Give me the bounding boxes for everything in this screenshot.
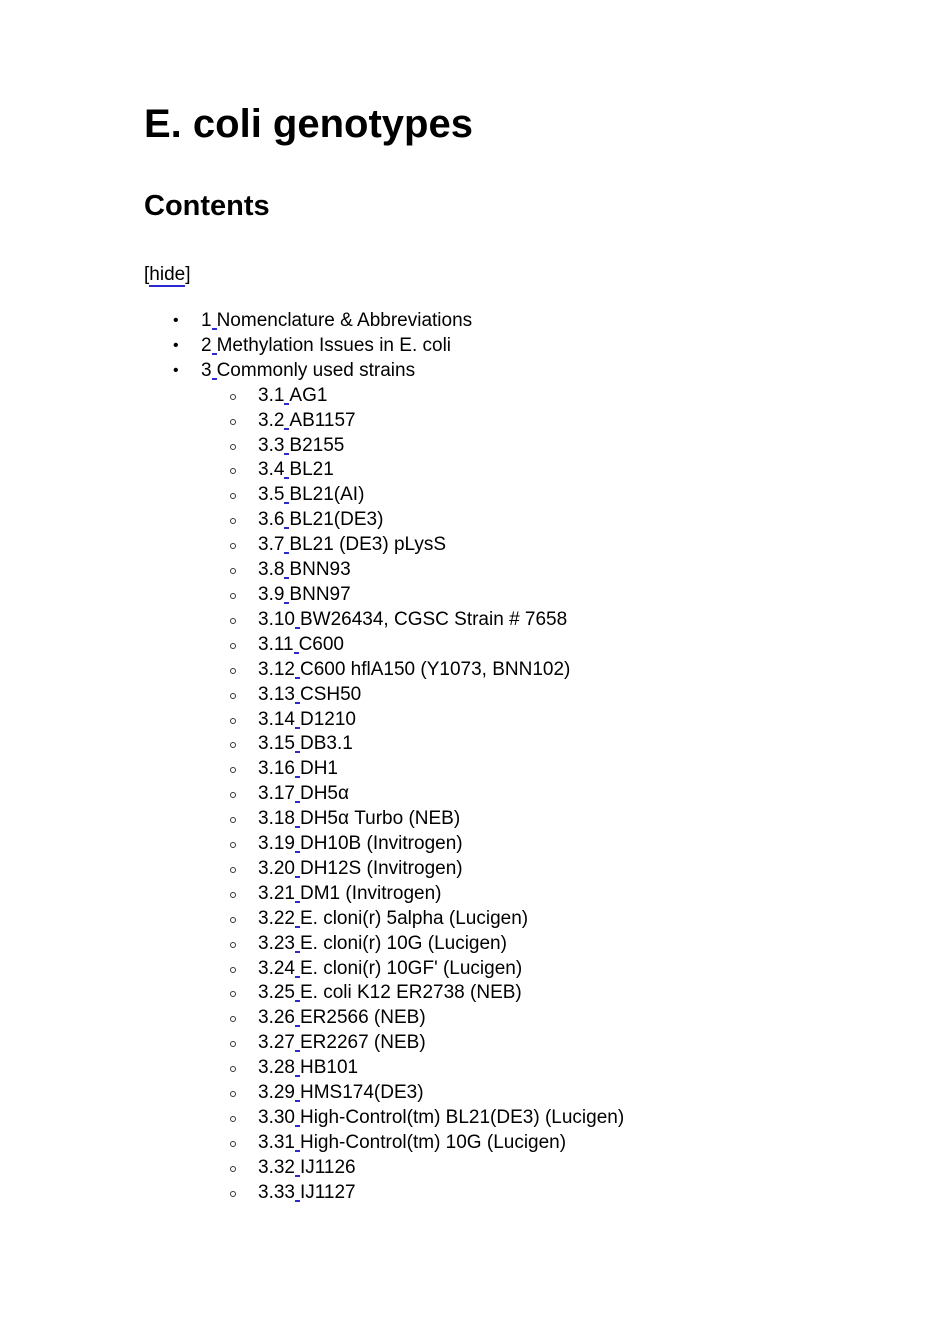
toc-subitem[interactable] <box>144 508 624 533</box>
toc-subitem[interactable] <box>144 882 624 907</box>
toc-subitem[interactable] <box>144 907 624 932</box>
toc-subitem[interactable] <box>144 583 624 608</box>
toc-subitem-label[interactable]: BW26434, CGSC Strain # 7658 <box>299 608 568 630</box>
toc-subitem[interactable] <box>144 483 624 508</box>
circle-bullet-icon <box>230 1066 236 1072</box>
toc-subitem[interactable] <box>144 1156 624 1181</box>
circle-bullet-icon <box>230 643 236 649</box>
toc-subitem-label[interactable]: B2155 <box>289 434 345 456</box>
toc-subitem-number: 3.14 <box>258 709 300 730</box>
toc-subitem[interactable] <box>144 1181 624 1206</box>
toc-subitem-number: 3.16 <box>258 758 300 779</box>
circle-bullet-icon <box>230 394 236 400</box>
toc-item-label[interactable]: Commonly used strains <box>216 359 416 381</box>
toc-subitem[interactable] <box>144 658 624 683</box>
toc-subitem-label[interactable]: E. cloni(r) 5alpha (Lucigen) <box>299 907 529 929</box>
toc-subitem[interactable] <box>144 558 624 583</box>
toc-subitem[interactable] <box>144 832 624 857</box>
circle-bullet-icon <box>230 468 236 474</box>
bullet-icon: • <box>173 336 179 354</box>
circle-bullet-icon <box>230 917 236 923</box>
circle-bullet-icon <box>230 693 236 699</box>
toc-subitem-label[interactable]: D1210 <box>299 708 356 730</box>
toc-subitem-number: 3.6 <box>258 509 289 530</box>
circle-bullet-icon <box>230 1166 236 1172</box>
toc-subitem-number: 3.20 <box>258 858 300 879</box>
circle-bullet-icon <box>230 1091 236 1097</box>
toc-subitem[interactable] <box>144 782 624 807</box>
toc-subitem-number: 3.28 <box>258 1057 300 1078</box>
toc-subitem-label[interactable]: DH5α Turbo (NEB) <box>299 808 461 830</box>
toc-subitem-number: 3.15 <box>258 733 300 754</box>
toc-subitem[interactable] <box>144 608 624 633</box>
toc-item[interactable] <box>144 359 624 384</box>
toc-item-number: 1 <box>201 310 217 331</box>
toc-subitem-number: 3.30 <box>258 1107 300 1128</box>
circle-bullet-icon <box>230 444 236 450</box>
toc-subitem-label[interactable]: E. cloni(r) 10G (Lucigen) <box>299 932 507 954</box>
toc-subitem-number: 3.27 <box>258 1032 300 1053</box>
circle-bullet-icon <box>230 842 236 848</box>
toc-subitem-number: 3.5 <box>258 484 289 505</box>
toc-subitem-label[interactable]: BL21(AI) <box>289 484 365 506</box>
toc-subitem-label[interactable]: E. coli K12 ER2738 (NEB) <box>299 982 522 1004</box>
toc-subitem-label[interactable]: DH10B (Invitrogen) <box>299 833 463 855</box>
toc-subitem[interactable] <box>144 384 624 409</box>
circle-bullet-icon <box>230 967 236 973</box>
circle-bullet-icon <box>230 718 236 724</box>
circle-bullet-icon <box>230 618 236 624</box>
circle-bullet-icon <box>230 792 236 798</box>
circle-bullet-icon <box>230 1141 236 1147</box>
toc-subitem[interactable] <box>144 1056 624 1081</box>
toc-subitem-label[interactable]: AG1 <box>289 384 328 406</box>
toc-subitem[interactable] <box>144 1006 624 1031</box>
toc-subitem-number: 3.33 <box>258 1182 300 1203</box>
toc-subitem[interactable] <box>144 957 624 982</box>
toc-item[interactable] <box>144 309 624 334</box>
toc-subitem-label[interactable]: BL21 (DE3) pLysS <box>289 534 447 556</box>
circle-bullet-icon <box>230 867 236 873</box>
toc-subitem-number: 3.31 <box>258 1132 300 1153</box>
contents-heading: Contents <box>144 190 270 222</box>
toc-subitem-label[interactable]: BL21 <box>289 459 334 481</box>
toc-subitem-number: 3.25 <box>258 982 300 1003</box>
toc-item-label[interactable]: Nomenclature & Abbreviations <box>216 310 473 331</box>
toc-subitem-number: 3.32 <box>258 1157 300 1178</box>
circle-bullet-icon <box>230 742 236 748</box>
toc-subitem-number: 3.7 <box>258 534 289 555</box>
toc-subitem-label[interactable]: High-Control(tm) 10G (Lucigen) <box>299 1131 567 1153</box>
toc-subitem-number: 3.8 <box>258 559 289 580</box>
toc-subitem-label[interactable]: IJ1127 <box>299 1181 356 1203</box>
toc-subitem[interactable] <box>144 732 624 757</box>
toc-subitem-number: 3.2 <box>258 410 289 431</box>
circle-bullet-icon <box>230 1041 236 1047</box>
toggle-bracket-close: ] <box>185 264 191 285</box>
toc-subitem-label[interactable]: HB101 <box>299 1057 359 1079</box>
circle-bullet-icon <box>230 1191 236 1197</box>
toc-subitem-label[interactable]: DH5α <box>299 783 349 805</box>
toc-subitem-label[interactable]: AB1157 <box>289 409 356 431</box>
toc-subitem-label[interactable]: DM1 (Invitrogen) <box>299 882 442 904</box>
circle-bullet-icon <box>230 767 236 773</box>
circle-bullet-icon <box>230 668 236 674</box>
toc-subitem-number: 3.13 <box>258 684 300 705</box>
toc-subitem-label[interactable]: HMS174(DE3) <box>299 1082 424 1104</box>
toc-subitem-number: 3.4 <box>258 459 289 480</box>
toc-subitem[interactable] <box>144 981 624 1006</box>
toc-subitem-label[interactable]: DB3.1 <box>299 733 353 755</box>
toc-item-number: 3 <box>201 360 217 381</box>
circle-bullet-icon <box>230 1116 236 1122</box>
toc-subitem-number: 3.11 <box>258 634 299 655</box>
toc-subitem-number: 3.19 <box>258 833 300 854</box>
circle-bullet-icon <box>230 593 236 599</box>
toc-subitem-number: 3.21 <box>258 883 300 904</box>
toc-subitem-number: 3.22 <box>258 908 300 929</box>
circle-bullet-icon <box>230 419 236 425</box>
toc-item-number: 2 <box>201 335 217 356</box>
toc-subitem[interactable] <box>144 857 624 882</box>
toc-subitem-number: 3.17 <box>258 783 300 804</box>
toc-subitem[interactable] <box>144 683 624 708</box>
toc-subitem-number: 3.24 <box>258 958 300 979</box>
toc-subitem-label[interactable]: ER2267 (NEB) <box>299 1032 426 1054</box>
toc-subitem-number: 3.9 <box>258 584 289 605</box>
bullet-icon: • <box>173 312 179 329</box>
toc-subitem-label[interactable]: CSH50 <box>299 683 362 705</box>
toc-subitem[interactable] <box>144 932 624 957</box>
toc-subitem-label[interactable]: DH12S (Invitrogen) <box>299 857 463 879</box>
toc-subitem-number: 3.29 <box>258 1082 300 1103</box>
circle-bullet-icon <box>230 543 236 549</box>
toc-item[interactable] <box>144 334 624 359</box>
circle-bullet-icon <box>230 518 236 524</box>
toc-toggle <box>144 262 190 288</box>
toc-subitem[interactable] <box>144 458 624 483</box>
circle-bullet-icon <box>230 991 236 997</box>
toc-subitem[interactable] <box>144 633 624 658</box>
toc-item-label[interactable]: Methylation Issues in E. coli <box>216 334 452 356</box>
toc-subitem-label[interactable]: DH1 <box>299 758 338 780</box>
toc-subitem[interactable] <box>144 757 624 782</box>
toc-subitem-number: 3.3 <box>258 435 289 456</box>
toc-subitem[interactable] <box>144 1031 624 1056</box>
toc-subitem-label[interactable]: C600 <box>298 633 344 655</box>
toc-subitem[interactable] <box>144 409 624 434</box>
toc-subitem-label[interactable]: C600 hflA150 (Y1073, BNN102) <box>299 658 571 680</box>
circle-bullet-icon <box>230 942 236 948</box>
toc-subitem-number: 3.10 <box>258 609 300 630</box>
toggle-bracket-open: [ <box>144 264 150 285</box>
toc-subitem-label[interactable]: ER2566 (NEB) <box>299 1007 426 1029</box>
toc-subitem-label[interactable]: IJ1126 <box>299 1156 356 1178</box>
toc-subitem-number: 3.12 <box>258 659 300 680</box>
toc-subitem[interactable] <box>144 1131 624 1156</box>
hide-toc-link[interactable]: hide <box>149 264 186 285</box>
toc-subitem[interactable] <box>144 434 624 459</box>
page-title: E. coli genotypes <box>144 102 473 146</box>
circle-bullet-icon <box>230 1016 236 1022</box>
circle-bullet-icon <box>230 892 236 898</box>
circle-bullet-icon <box>230 817 236 823</box>
circle-bullet-icon <box>230 568 236 574</box>
toc-subitem[interactable] <box>144 1106 624 1131</box>
toc-subitem-label[interactable]: BNN97 <box>289 583 351 605</box>
toc-subitem-number: 3.26 <box>258 1007 300 1028</box>
toc-subitem-label[interactable]: E. cloni(r) 10GF' (Lucigen) <box>299 957 523 979</box>
circle-bullet-icon <box>230 493 236 499</box>
toc-subitem[interactable] <box>144 807 624 832</box>
toc-subitem[interactable] <box>144 1081 624 1106</box>
toc-subitem-number: 3.18 <box>258 808 300 829</box>
toc-subitem[interactable] <box>144 708 624 733</box>
toc-subitem-label[interactable]: High-Control(tm) BL21(DE3) (Lucigen) <box>299 1107 625 1128</box>
toc-subitem[interactable] <box>144 533 624 558</box>
toc-subitem-number: 3.23 <box>258 933 300 954</box>
bullet-icon: • <box>173 361 179 379</box>
toc-subitem-label[interactable]: BNN93 <box>289 559 351 581</box>
toc-sublist <box>144 384 624 1206</box>
toc-subitem-label[interactable]: BL21(DE3) <box>289 509 384 531</box>
toc-subitem-number: 3.1 <box>258 385 289 406</box>
table-of-contents <box>144 309 624 1206</box>
